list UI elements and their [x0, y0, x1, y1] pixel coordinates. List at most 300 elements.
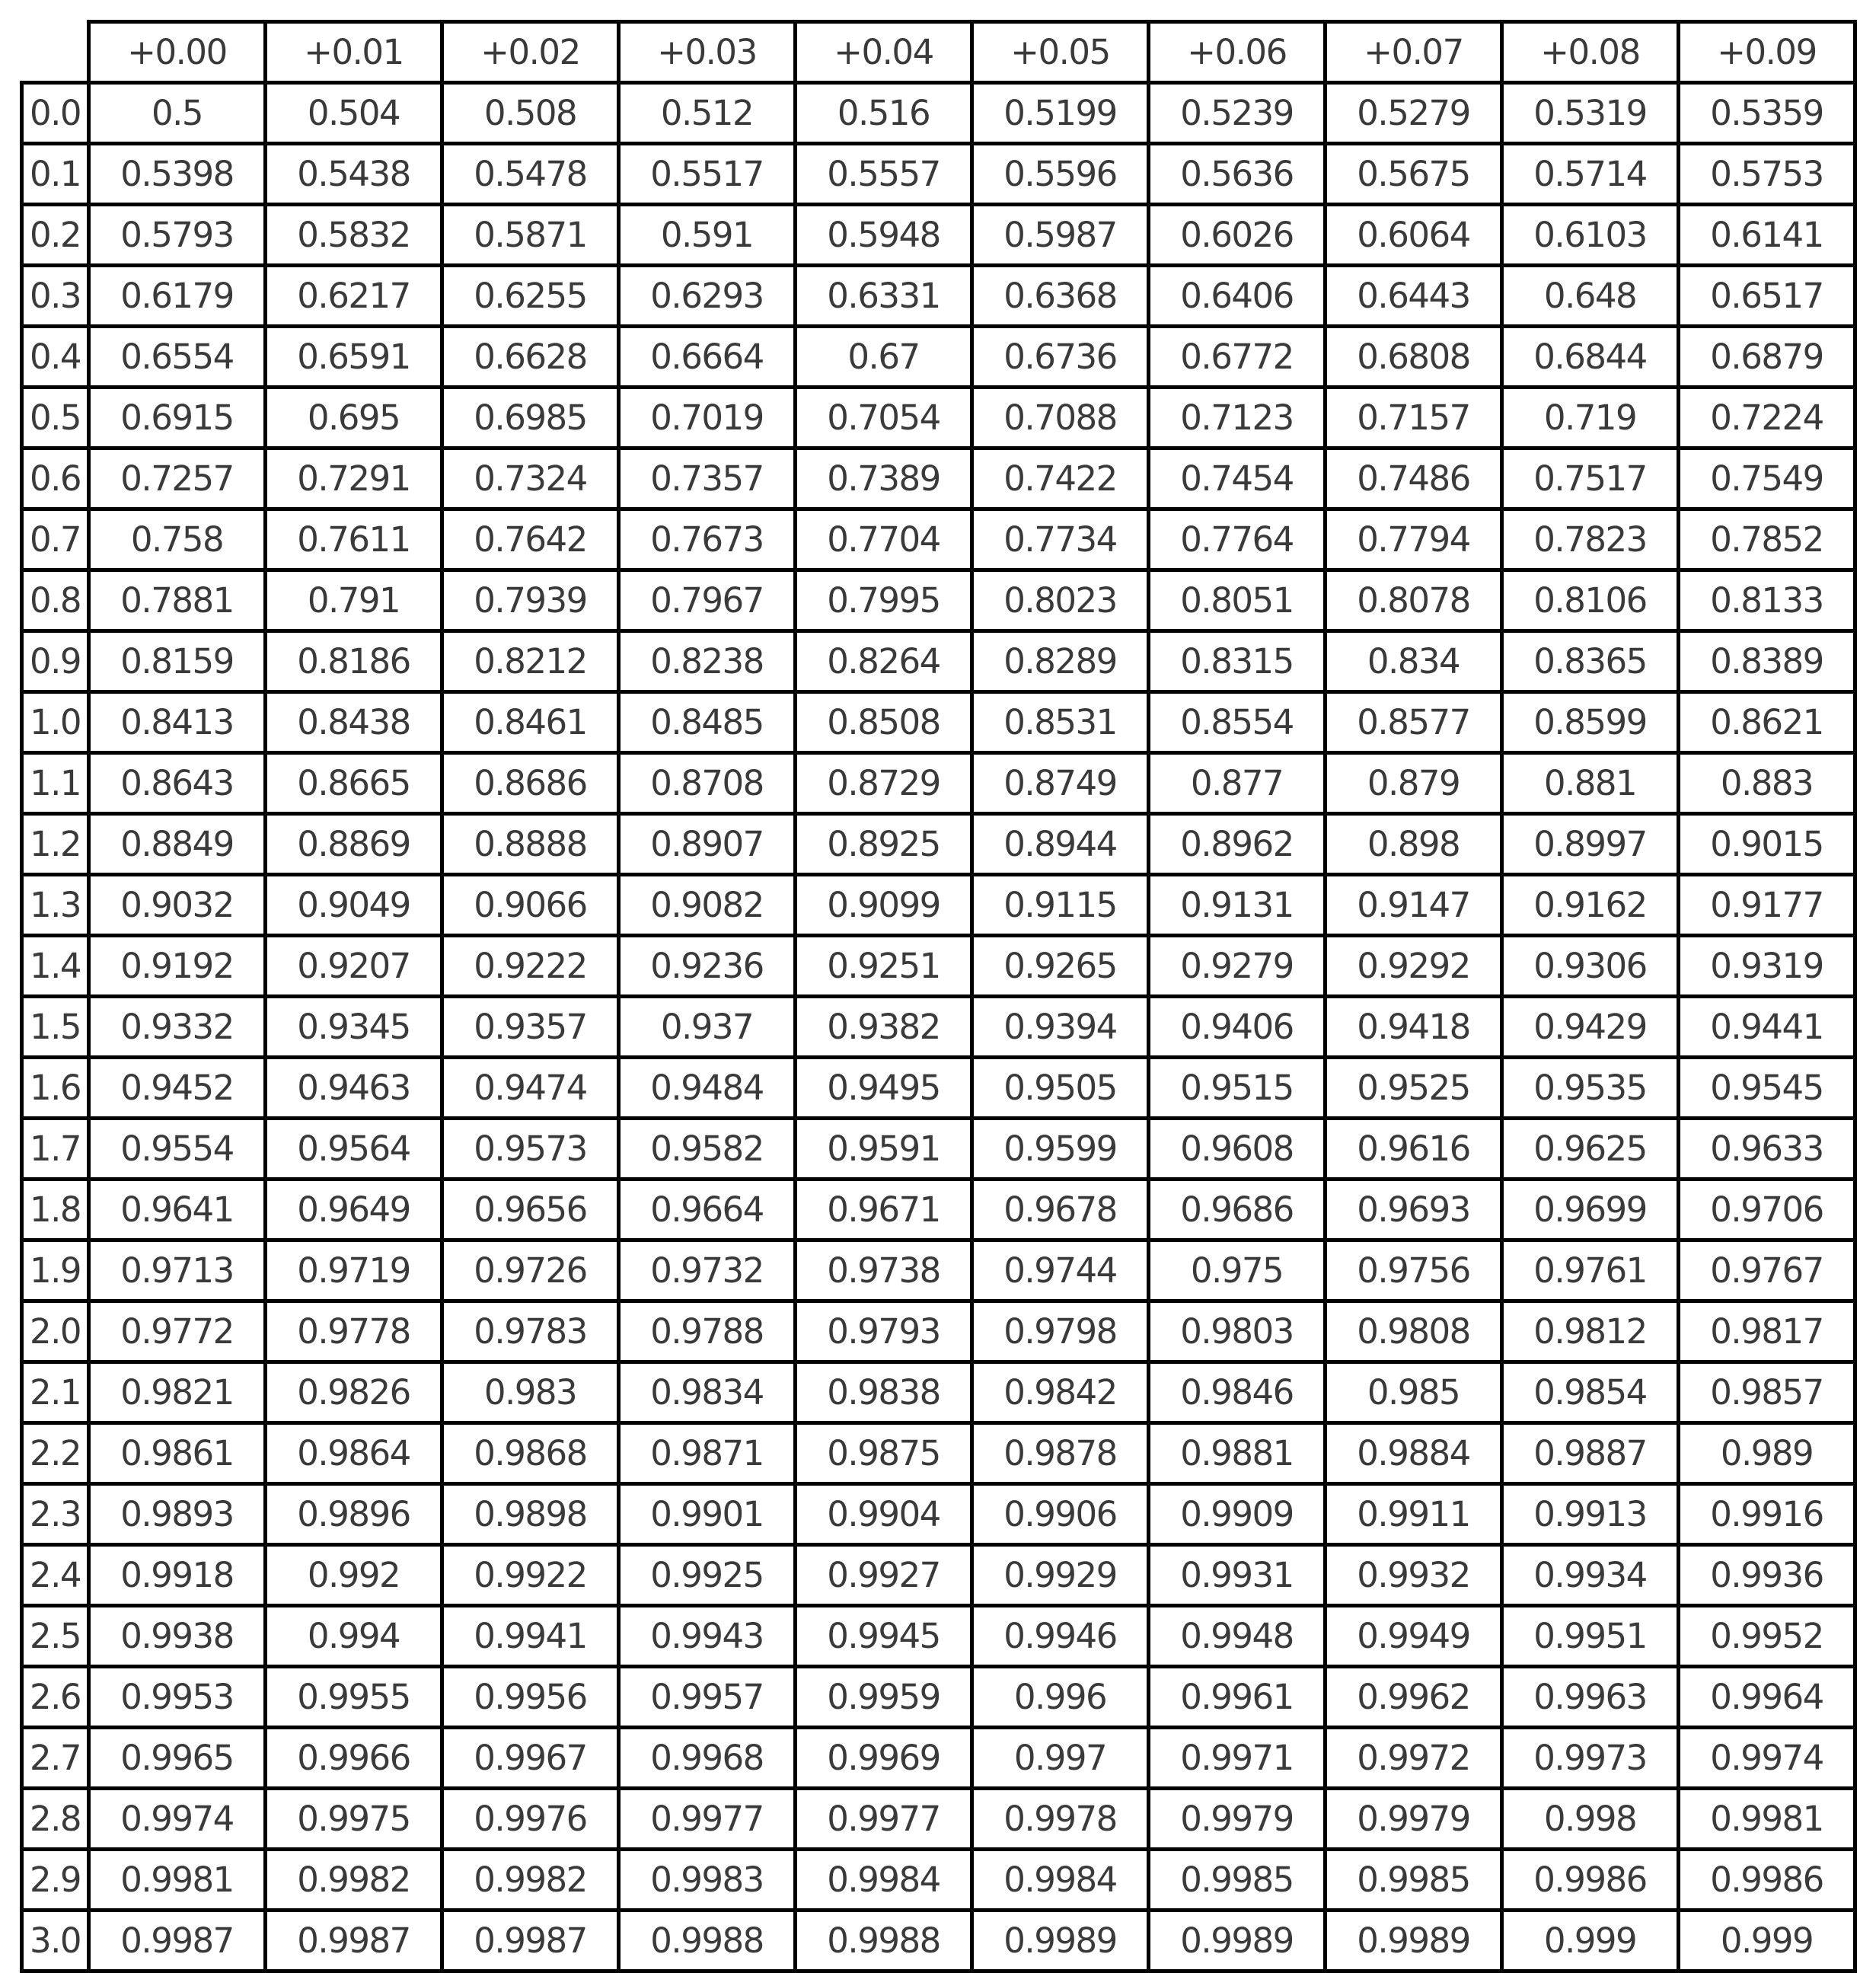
value-cell: 0.9941 — [442, 1606, 619, 1667]
table-row — [22, 144, 1855, 205]
value-cell: 0.9878 — [972, 1423, 1149, 1484]
value-cell: 0.6772 — [1149, 327, 1326, 388]
value-cell: 0.6915 — [89, 388, 266, 449]
value-cell: 0.8159 — [89, 631, 266, 692]
value-cell: 0.9131 — [1149, 875, 1326, 936]
value-cell: 0.9973 — [1502, 1728, 1679, 1789]
value-cell: 0.999 — [1502, 1911, 1679, 1971]
value-cell: 0.996 — [972, 1667, 1149, 1728]
value-cell: 0.8925 — [796, 814, 972, 875]
value-cell: 0.8944 — [972, 814, 1149, 875]
value-cell: 0.9922 — [442, 1545, 619, 1606]
value-cell: 0.9945 — [796, 1606, 972, 1667]
value-cell: 0.9049 — [266, 875, 442, 936]
value-cell: 0.8729 — [796, 753, 972, 814]
value-cell: 0.9989 — [972, 1911, 1149, 1971]
value-cell: 0.7642 — [442, 509, 619, 570]
row-header-cell: 0.4 — [22, 327, 89, 388]
value-cell: 0.8289 — [972, 631, 1149, 692]
value-cell: 0.9015 — [1679, 814, 1855, 875]
table-row — [22, 1058, 1855, 1119]
table-row — [22, 205, 1855, 266]
value-cell: 0.9812 — [1502, 1301, 1679, 1362]
value-cell: 0.9345 — [266, 997, 442, 1058]
value-cell: 0.9936 — [1679, 1545, 1855, 1606]
value-cell: 0.8621 — [1679, 692, 1855, 753]
value-cell: 0.9916 — [1679, 1484, 1855, 1545]
value-cell: 0.8315 — [1149, 631, 1326, 692]
value-cell: 0.7823 — [1502, 509, 1679, 570]
value-cell: 0.7422 — [972, 449, 1149, 509]
value-cell: 0.9871 — [619, 1423, 796, 1484]
table-row — [22, 1180, 1855, 1240]
value-cell: 0.648 — [1502, 266, 1679, 327]
value-cell: 0.8708 — [619, 753, 796, 814]
value-cell: 0.9979 — [1149, 1789, 1326, 1850]
value-cell: 0.9985 — [1326, 1850, 1502, 1911]
value-cell: 0.7088 — [972, 388, 1149, 449]
value-cell: 0.8413 — [89, 692, 266, 753]
row-header-cell: 1.8 — [22, 1180, 89, 1240]
value-cell: 0.6293 — [619, 266, 796, 327]
value-cell: 0.8849 — [89, 814, 266, 875]
table-row — [22, 1301, 1855, 1362]
value-cell: 0.7357 — [619, 449, 796, 509]
value-cell: 0.9913 — [1502, 1484, 1679, 1545]
value-cell: 0.898 — [1326, 814, 1502, 875]
value-cell: 0.5398 — [89, 144, 266, 205]
value-cell: 0.7019 — [619, 388, 796, 449]
value-cell: 0.9984 — [972, 1850, 1149, 1911]
value-cell: 0.9788 — [619, 1301, 796, 1362]
value-cell: 0.6064 — [1326, 205, 1502, 266]
table-row — [22, 1484, 1855, 1545]
value-cell: 0.9767 — [1679, 1240, 1855, 1301]
row-header-cell: 2.4 — [22, 1545, 89, 1606]
value-cell: 0.9382 — [796, 997, 972, 1058]
value-cell: 0.9573 — [442, 1119, 619, 1180]
table-row — [22, 449, 1855, 509]
value-cell: 0.9761 — [1502, 1240, 1679, 1301]
value-cell: 0.8869 — [266, 814, 442, 875]
value-cell: 0.9956 — [442, 1667, 619, 1728]
value-cell: 0.5948 — [796, 205, 972, 266]
value-cell: 0.9756 — [1326, 1240, 1502, 1301]
value-cell: 0.9911 — [1326, 1484, 1502, 1545]
column-header-cell: +0.03 — [619, 22, 796, 83]
value-cell: 0.5714 — [1502, 144, 1679, 205]
value-cell: 0.7704 — [796, 509, 972, 570]
value-cell: 0.9525 — [1326, 1058, 1502, 1119]
value-cell: 0.9678 — [972, 1180, 1149, 1240]
value-cell: 0.9535 — [1502, 1058, 1679, 1119]
value-cell: 0.9319 — [1679, 936, 1855, 997]
value-cell: 0.9988 — [796, 1911, 972, 1971]
value-cell: 0.9881 — [1149, 1423, 1326, 1484]
value-cell: 0.9616 — [1326, 1119, 1502, 1180]
value-cell: 0.9699 — [1502, 1180, 1679, 1240]
value-cell: 0.8962 — [1149, 814, 1326, 875]
value-cell: 0.5517 — [619, 144, 796, 205]
value-cell: 0.9893 — [89, 1484, 266, 1545]
value-cell: 0.8212 — [442, 631, 619, 692]
value-cell: 0.7794 — [1326, 509, 1502, 570]
value-cell: 0.7291 — [266, 449, 442, 509]
value-cell: 0.9981 — [89, 1850, 266, 1911]
table-row — [22, 692, 1855, 753]
value-cell: 0.7123 — [1149, 388, 1326, 449]
value-cell: 0.9932 — [1326, 1545, 1502, 1606]
value-cell: 0.9959 — [796, 1667, 972, 1728]
row-header-cell: 2.2 — [22, 1423, 89, 1484]
value-cell: 0.8389 — [1679, 631, 1855, 692]
value-cell: 0.9925 — [619, 1545, 796, 1606]
table-row — [22, 631, 1855, 692]
value-cell: 0.758 — [89, 509, 266, 570]
row-header-cell: 1.4 — [22, 936, 89, 997]
value-cell: 0.8106 — [1502, 570, 1679, 631]
value-cell: 0.883 — [1679, 753, 1855, 814]
value-cell: 0.9591 — [796, 1119, 972, 1180]
value-cell: 0.8665 — [266, 753, 442, 814]
value-cell: 0.9861 — [89, 1423, 266, 1484]
value-cell: 0.9332 — [89, 997, 266, 1058]
z-table-header — [22, 22, 1855, 83]
value-cell: 0.997 — [972, 1728, 1149, 1789]
value-cell: 0.975 — [1149, 1240, 1326, 1301]
value-cell: 0.9817 — [1679, 1301, 1855, 1362]
value-cell: 0.9803 — [1149, 1301, 1326, 1362]
value-cell: 0.9975 — [266, 1789, 442, 1850]
value-cell: 0.7389 — [796, 449, 972, 509]
table-row — [22, 814, 1855, 875]
value-cell: 0.9732 — [619, 1240, 796, 1301]
value-cell: 0.9099 — [796, 875, 972, 936]
value-cell: 0.879 — [1326, 753, 1502, 814]
value-cell: 0.9982 — [442, 1850, 619, 1911]
value-cell: 0.9834 — [619, 1362, 796, 1423]
value-cell: 0.9846 — [1149, 1362, 1326, 1423]
value-cell: 0.9906 — [972, 1484, 1149, 1545]
value-cell: 0.9265 — [972, 936, 1149, 997]
value-cell: 0.9452 — [89, 1058, 266, 1119]
value-cell: 0.9306 — [1502, 936, 1679, 997]
value-cell: 0.9974 — [1679, 1728, 1855, 1789]
value-cell: 0.591 — [619, 205, 796, 266]
value-cell: 0.8686 — [442, 753, 619, 814]
value-cell: 0.8749 — [972, 753, 1149, 814]
value-cell: 0.8438 — [266, 692, 442, 753]
value-cell: 0.9868 — [442, 1423, 619, 1484]
row-header-cell: 1.9 — [22, 1240, 89, 1301]
row-header-cell: 1.0 — [22, 692, 89, 753]
table-row — [22, 1606, 1855, 1667]
value-cell: 0.9838 — [796, 1362, 972, 1423]
value-cell: 0.9608 — [1149, 1119, 1326, 1180]
value-cell: 0.6103 — [1502, 205, 1679, 266]
value-cell: 0.8554 — [1149, 692, 1326, 753]
value-cell: 0.9934 — [1502, 1545, 1679, 1606]
value-cell: 0.9987 — [442, 1911, 619, 1971]
row-header-cell: 2.6 — [22, 1667, 89, 1728]
value-cell: 0.9505 — [972, 1058, 1149, 1119]
value-cell: 0.9463 — [266, 1058, 442, 1119]
value-cell: 0.877 — [1149, 753, 1326, 814]
value-cell: 0.6985 — [442, 388, 619, 449]
value-cell: 0.7157 — [1326, 388, 1502, 449]
value-cell: 0.9625 — [1502, 1119, 1679, 1180]
value-cell: 0.9726 — [442, 1240, 619, 1301]
value-cell: 0.9986 — [1679, 1850, 1855, 1911]
value-cell: 0.6808 — [1326, 327, 1502, 388]
value-cell: 0.9279 — [1149, 936, 1326, 997]
value-cell: 0.8643 — [89, 753, 266, 814]
value-cell: 0.9429 — [1502, 997, 1679, 1058]
value-cell: 0.5359 — [1679, 83, 1855, 144]
value-cell: 0.67 — [796, 327, 972, 388]
value-cell: 0.9898 — [442, 1484, 619, 1545]
value-cell: 0.6179 — [89, 266, 266, 327]
value-cell: 0.5871 — [442, 205, 619, 266]
row-header-cell: 1.7 — [22, 1119, 89, 1180]
column-header-cell: +0.04 — [796, 22, 972, 83]
value-cell: 0.5239 — [1149, 83, 1326, 144]
value-cell: 0.9864 — [266, 1423, 442, 1484]
value-cell: 0.9972 — [1326, 1728, 1502, 1789]
value-cell: 0.6368 — [972, 266, 1149, 327]
value-cell: 0.9394 — [972, 997, 1149, 1058]
value-cell: 0.9857 — [1679, 1362, 1855, 1423]
value-cell: 0.9988 — [619, 1911, 796, 1971]
table-row — [22, 936, 1855, 997]
value-cell: 0.9406 — [1149, 997, 1326, 1058]
value-cell: 0.9778 — [266, 1301, 442, 1362]
value-cell: 0.9656 — [442, 1180, 619, 1240]
value-cell: 0.9418 — [1326, 997, 1502, 1058]
value-cell: 0.9985 — [1149, 1850, 1326, 1911]
row-header-cell: 1.2 — [22, 814, 89, 875]
value-cell: 0.6443 — [1326, 266, 1502, 327]
value-cell: 0.8997 — [1502, 814, 1679, 875]
value-cell: 0.983 — [442, 1362, 619, 1423]
value-cell: 0.7995 — [796, 570, 972, 631]
column-header-cell: +0.08 — [1502, 22, 1679, 83]
value-cell: 0.9706 — [1679, 1180, 1855, 1240]
value-cell: 0.5557 — [796, 144, 972, 205]
value-cell: 0.6026 — [1149, 205, 1326, 266]
value-cell: 0.5675 — [1326, 144, 1502, 205]
value-cell: 0.9664 — [619, 1180, 796, 1240]
value-cell: 0.9649 — [266, 1180, 442, 1240]
column-header-cell: +0.01 — [266, 22, 442, 83]
value-cell: 0.9983 — [619, 1850, 796, 1911]
value-cell: 0.9441 — [1679, 997, 1855, 1058]
value-cell: 0.9484 — [619, 1058, 796, 1119]
value-cell: 0.9981 — [1679, 1789, 1855, 1850]
value-cell: 0.9929 — [972, 1545, 1149, 1606]
row-header-cell: 0.3 — [22, 266, 89, 327]
row-header-cell: 2.9 — [22, 1850, 89, 1911]
value-cell: 0.6664 — [619, 327, 796, 388]
value-cell: 0.9949 — [1326, 1606, 1502, 1667]
value-cell: 0.9968 — [619, 1728, 796, 1789]
value-cell: 0.7324 — [442, 449, 619, 509]
value-cell: 0.9986 — [1502, 1850, 1679, 1911]
value-cell: 0.5596 — [972, 144, 1149, 205]
value-cell: 0.719 — [1502, 388, 1679, 449]
value-cell: 0.9918 — [89, 1545, 266, 1606]
value-cell: 0.5199 — [972, 83, 1149, 144]
value-cell: 0.9808 — [1326, 1301, 1502, 1362]
value-cell: 0.881 — [1502, 753, 1679, 814]
value-cell: 0.504 — [266, 83, 442, 144]
value-cell: 0.5279 — [1326, 83, 1502, 144]
value-cell: 0.9896 — [266, 1484, 442, 1545]
value-cell: 0.9082 — [619, 875, 796, 936]
value-cell: 0.6879 — [1679, 327, 1855, 388]
value-cell: 0.9931 — [1149, 1545, 1326, 1606]
value-cell: 0.7881 — [89, 570, 266, 631]
row-header-cell: 0.0 — [22, 83, 89, 144]
row-header-cell: 0.6 — [22, 449, 89, 509]
value-cell: 0.9292 — [1326, 936, 1502, 997]
value-cell: 0.992 — [266, 1545, 442, 1606]
value-cell: 0.9979 — [1326, 1789, 1502, 1850]
value-cell: 0.9826 — [266, 1362, 442, 1423]
value-cell: 0.9909 — [1149, 1484, 1326, 1545]
row-header-cell: 2.1 — [22, 1362, 89, 1423]
value-cell: 0.512 — [619, 83, 796, 144]
value-cell: 0.9162 — [1502, 875, 1679, 936]
value-cell: 0.8907 — [619, 814, 796, 875]
value-cell: 0.516 — [796, 83, 972, 144]
value-cell: 0.9545 — [1679, 1058, 1855, 1119]
table-row — [22, 1362, 1855, 1423]
row-header-cell: 0.1 — [22, 144, 89, 205]
table-row — [22, 266, 1855, 327]
value-cell: 0.9964 — [1679, 1667, 1855, 1728]
value-cell: 0.6844 — [1502, 327, 1679, 388]
value-cell: 0.9686 — [1149, 1180, 1326, 1240]
value-cell: 0.7054 — [796, 388, 972, 449]
value-cell: 0.9032 — [89, 875, 266, 936]
value-cell: 0.9066 — [442, 875, 619, 936]
value-cell: 0.9977 — [796, 1789, 972, 1850]
value-cell: 0.9875 — [796, 1423, 972, 1484]
value-cell: 0.508 — [442, 83, 619, 144]
value-cell: 0.8238 — [619, 631, 796, 692]
row-header-cell: 0.2 — [22, 205, 89, 266]
value-cell: 0.9474 — [442, 1058, 619, 1119]
value-cell: 0.9738 — [796, 1240, 972, 1301]
value-cell: 0.7486 — [1326, 449, 1502, 509]
header-row — [22, 22, 1855, 83]
column-header-cell: +0.05 — [972, 22, 1149, 83]
value-cell: 0.9147 — [1326, 875, 1502, 936]
table-row — [22, 327, 1855, 388]
table-row — [22, 1911, 1855, 1971]
value-cell: 0.5636 — [1149, 144, 1326, 205]
value-cell: 0.791 — [266, 570, 442, 631]
value-cell: 0.9971 — [1149, 1728, 1326, 1789]
value-cell: 0.6217 — [266, 266, 442, 327]
value-cell: 0.8264 — [796, 631, 972, 692]
value-cell: 0.9946 — [972, 1606, 1149, 1667]
value-cell: 0.8186 — [266, 631, 442, 692]
value-cell: 0.989 — [1679, 1423, 1855, 1484]
value-cell: 0.9357 — [442, 997, 619, 1058]
row-header-cell: 1.3 — [22, 875, 89, 936]
row-header-cell: 1.6 — [22, 1058, 89, 1119]
value-cell: 0.9951 — [1502, 1606, 1679, 1667]
value-cell: 0.8365 — [1502, 631, 1679, 692]
value-cell: 0.7224 — [1679, 388, 1855, 449]
value-cell: 0.7734 — [972, 509, 1149, 570]
value-cell: 0.9793 — [796, 1301, 972, 1362]
value-cell: 0.5987 — [972, 205, 1149, 266]
value-cell: 0.6591 — [266, 327, 442, 388]
value-cell: 0.6331 — [796, 266, 972, 327]
value-cell: 0.7764 — [1149, 509, 1326, 570]
value-cell: 0.834 — [1326, 631, 1502, 692]
value-cell: 0.9251 — [796, 936, 972, 997]
value-cell: 0.9977 — [619, 1789, 796, 1850]
value-cell: 0.9974 — [89, 1789, 266, 1850]
value-cell: 0.9854 — [1502, 1362, 1679, 1423]
row-header-cell: 1.5 — [22, 997, 89, 1058]
value-cell: 0.7549 — [1679, 449, 1855, 509]
value-cell: 0.6736 — [972, 327, 1149, 388]
value-cell: 0.9564 — [266, 1119, 442, 1180]
value-cell: 0.9943 — [619, 1606, 796, 1667]
value-cell: 0.5438 — [266, 144, 442, 205]
value-cell: 0.9115 — [972, 875, 1149, 936]
value-cell: 0.9901 — [619, 1484, 796, 1545]
value-cell: 0.6255 — [442, 266, 619, 327]
value-cell: 0.9671 — [796, 1180, 972, 1240]
value-cell: 0.9821 — [89, 1362, 266, 1423]
table-row — [22, 1240, 1855, 1301]
value-cell: 0.9978 — [972, 1789, 1149, 1850]
value-cell: 0.9952 — [1679, 1606, 1855, 1667]
value-cell: 0.9967 — [442, 1728, 619, 1789]
value-cell: 0.6141 — [1679, 205, 1855, 266]
value-cell: 0.9798 — [972, 1301, 1149, 1362]
value-cell: 0.9982 — [266, 1850, 442, 1911]
value-cell: 0.7967 — [619, 570, 796, 631]
value-cell: 0.7517 — [1502, 449, 1679, 509]
value-cell: 0.9904 — [796, 1484, 972, 1545]
value-cell: 0.9772 — [89, 1301, 266, 1362]
table-row — [22, 509, 1855, 570]
value-cell: 0.8078 — [1326, 570, 1502, 631]
value-cell: 0.7257 — [89, 449, 266, 509]
row-header-cell: 2.5 — [22, 1606, 89, 1667]
value-cell: 0.9719 — [266, 1240, 442, 1301]
value-cell: 0.7673 — [619, 509, 796, 570]
column-header-cell: +0.00 — [89, 22, 266, 83]
value-cell: 0.9582 — [619, 1119, 796, 1180]
value-cell: 0.9633 — [1679, 1119, 1855, 1180]
value-cell: 0.9969 — [796, 1728, 972, 1789]
value-cell: 0.8023 — [972, 570, 1149, 631]
value-cell: 0.5753 — [1679, 144, 1855, 205]
table-row — [22, 570, 1855, 631]
value-cell: 0.9987 — [266, 1911, 442, 1971]
row-header-cell: 0.9 — [22, 631, 89, 692]
table-row — [22, 1667, 1855, 1728]
value-cell: 0.6406 — [1149, 266, 1326, 327]
